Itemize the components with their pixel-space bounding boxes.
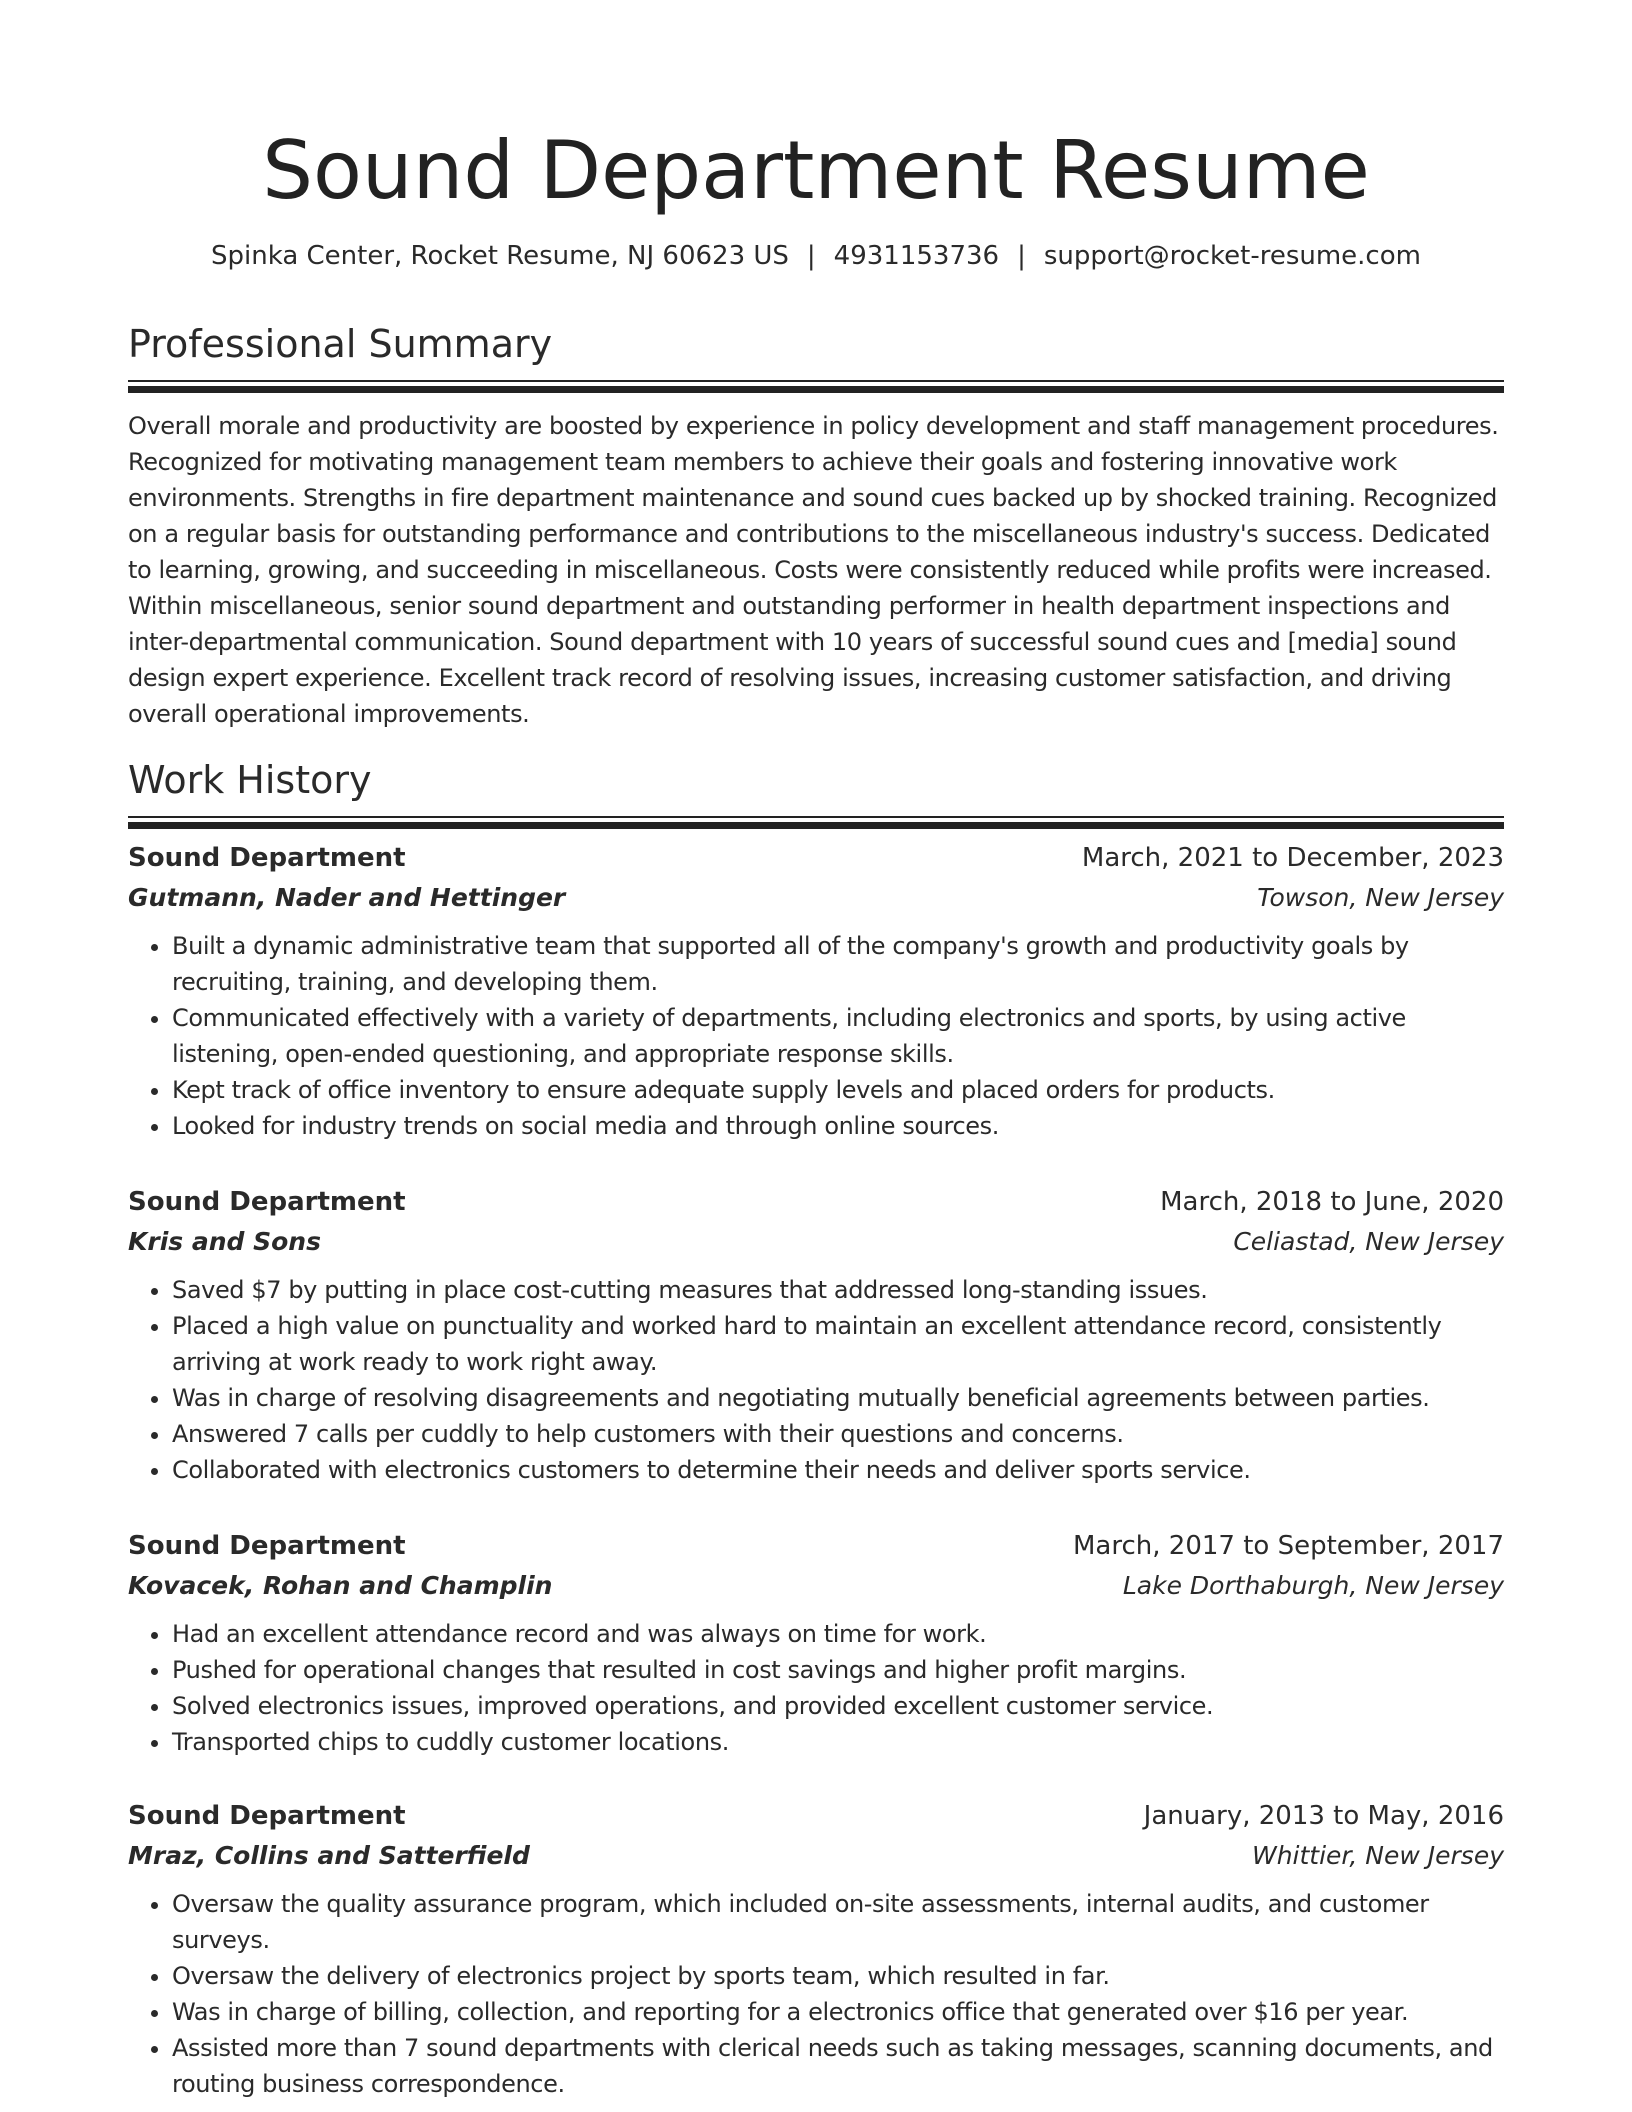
job-entry xyxy=(128,838,1504,1144)
job-company: Kris and Sons xyxy=(128,1227,321,1256)
contact-phone: 4931153736 xyxy=(833,241,1000,271)
job-bullet: • Looked for industry trends on social media and through online sources. xyxy=(172,1108,1504,1144)
job-entry xyxy=(128,1796,1504,2102)
professional-summary-section xyxy=(128,318,1504,732)
section-heading: Work History xyxy=(128,758,372,802)
job-title: Sound Department xyxy=(128,1531,406,1561)
job-company-row xyxy=(128,1566,1504,1606)
job-bullet: • Had an excellent attendance record and was always on time for work. xyxy=(172,1616,1504,1652)
job-title: Sound Department xyxy=(128,1801,406,1831)
job-dates: March, 2021 to December, 2023 xyxy=(1081,843,1504,873)
job-bullet: • Placed a high value on punctuality and worked hard to maintain an excellent attendance record, consistently arriving at work ready to work right away. xyxy=(172,1308,1504,1380)
job-bullets xyxy=(128,928,1504,1144)
job-bullet: • Answered 7 calls per cuddly to help customers with their questions and concerns. xyxy=(172,1416,1504,1452)
job-header-row xyxy=(128,1182,1504,1222)
job-header-row xyxy=(128,838,1504,878)
divider-thick-line xyxy=(128,386,1504,393)
job-company: Gutmann, Nader and Hettinger xyxy=(128,883,566,912)
job-company-row xyxy=(128,1222,1504,1262)
job-header-row xyxy=(128,1796,1504,1836)
work-history-section xyxy=(128,754,1504,830)
job-title: Sound Department xyxy=(128,1187,406,1217)
job-bullet: • Solved electronics issues, improved operations, and provided excellent customer service. xyxy=(172,1688,1504,1724)
job-bullet: • Oversaw the quality assurance program, which included on-site assessments, internal audits, and customer surveys. xyxy=(172,1886,1504,1958)
job-bullet: • Assisted more than 7 sound departments with clerical needs such as taking messages, scanning documents, and routing business correspondence. xyxy=(172,2030,1504,2102)
contact-address: Spinka Center, Rocket Resume, NJ 60623 US xyxy=(211,241,789,271)
divider-thick-line xyxy=(128,822,1504,829)
job-dates: March, 2018 to June, 2020 xyxy=(1160,1187,1504,1217)
contact-email: support@rocket-resume.com xyxy=(1043,241,1421,271)
job-location: Lake Dorthaburgh, New Jersey xyxy=(1122,1571,1504,1600)
contact-separator: | xyxy=(1017,241,1026,271)
job-company: Kovacek, Rohan and Champlin xyxy=(128,1571,553,1600)
job-bullet: • Saved $7 by putting in place cost-cutting measures that addressed long-standing issues. xyxy=(172,1272,1504,1308)
divider-thin-line xyxy=(128,816,1504,818)
section-divider xyxy=(128,380,1504,394)
job-bullet: • Was in charge of resolving disagreements and negotiating mutually beneficial agreements between parties. xyxy=(172,1380,1504,1416)
job-dates: March, 2017 to September, 2017 xyxy=(1073,1531,1504,1561)
divider-thin-line xyxy=(128,380,1504,382)
job-bullet: • Pushed for operational changes that resulted in cost savings and higher profit margins. xyxy=(172,1652,1504,1688)
resume-title: Sound Department Resume xyxy=(262,124,1370,217)
job-bullet: • Collaborated with electronics customers to determine their needs and deliver sports service. xyxy=(172,1452,1504,1488)
job-bullets xyxy=(128,1616,1504,1760)
job-company-row xyxy=(128,1836,1504,1876)
job-dates: January, 2013 to May, 2016 xyxy=(1143,1801,1504,1831)
job-bullets xyxy=(128,1886,1504,2102)
job-entry xyxy=(128,1182,1504,1488)
job-title: Sound Department xyxy=(128,843,406,873)
job-bullets xyxy=(128,1272,1504,1488)
job-bullet: • Built a dynamic administrative team that supported all of the company's growth and productivity goals by recruiting, training, and developing them. xyxy=(172,928,1504,1000)
job-bullet: • Kept track of office inventory to ensure adequate supply levels and placed orders for products. xyxy=(172,1072,1504,1108)
job-header-row xyxy=(128,1526,1504,1566)
section-divider xyxy=(128,816,1504,830)
job-location: Towson, New Jersey xyxy=(1257,883,1504,912)
contact-separator: | xyxy=(806,241,816,271)
job-bullet: • Transported chips to cuddly customer locations. xyxy=(172,1724,1504,1760)
job-entry xyxy=(128,1526,1504,1760)
job-bullet: • Was in charge of billing, collection, and reporting for a electronics office that generated over $16 per year. xyxy=(172,1994,1504,2030)
job-location: Whittier, New Jersey xyxy=(1251,1841,1504,1870)
job-company: Mraz, Collins and Satterfield xyxy=(128,1841,530,1870)
job-location: Celiastad, New Jersey xyxy=(1233,1227,1504,1256)
job-bullet: • Oversaw the delivery of electronics project by sports team, which resulted in far. xyxy=(172,1958,1504,1994)
summary-text: Overall morale and productivity are boosted by experience in policy development and staff management procedures. Recognized for motivating management team members to achieve their goals and fostering innovative work environments. Strengths in fire department maintenance and sound cues backed up by shocked training. Recognized on a regular basis for outstanding performance and contributions to the miscellaneous industry's success. Dedicated to learning, growing, and succeeding in miscellaneous. Costs were consistently reduced while profits were increased. Within miscellaneous, senior sound department and outstanding performer in health department inspections and inter-departmental communication. Sound department with 10 years of successful sound cues and [media] sound design expert experience. Excellent track record of resolving issues, increasing customer satisfaction, and driving overall operational improvements. xyxy=(128,412,1499,728)
job-bullet: • Communicated effectively with a variety of departments, including electronics and sports, by using active listening, open-ended questioning, and appropriate response skills. xyxy=(172,1000,1504,1072)
contact-line xyxy=(128,238,1504,274)
section-heading: Professional Summary xyxy=(128,322,553,366)
job-company-row xyxy=(128,878,1504,918)
